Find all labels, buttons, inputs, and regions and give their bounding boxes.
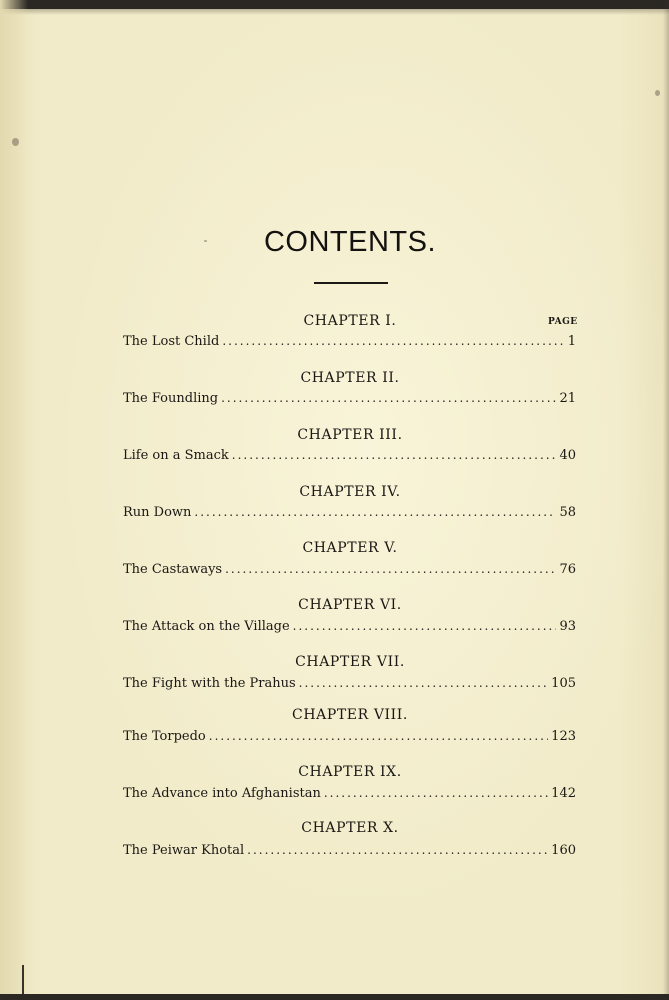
dot-leader [232,448,557,462]
toc-entry[interactable] [123,729,576,747]
chapter-heading: CHAPTER VIII. [292,707,408,723]
dot-leader [247,843,548,857]
dot-leader [299,676,549,690]
chapter-heading: CHAPTER III. [297,427,403,443]
dot-leader [222,334,564,348]
chapter-heading: CHAPTER IX. [298,764,402,780]
dot-leader [209,729,548,743]
toc-entry[interactable] [123,505,576,523]
chapter-heading: CHAPTER IV. [299,484,401,500]
toc-entry-title: The Fight with the Prahus [123,676,296,691]
toc-entry-page: 40 [559,448,576,463]
toc-entry-page: 76 [559,562,576,577]
page-column-header: PAGE [548,317,578,327]
toc-entry-title: Run Down [123,505,192,520]
page-top-edge [0,0,669,9]
dot-leader [225,562,556,576]
page-gutter-shading [0,0,28,1000]
toc-entry-title: The Castaways [123,562,223,577]
chapter-heading: CHAPTER II. [300,370,400,386]
chapter-heading: CHAPTER V. [302,540,398,556]
title-rule [314,282,388,284]
toc-entry[interactable] [123,448,576,466]
toc-entry[interactable] [123,619,576,637]
paper-speck [655,90,660,96]
chapter-heading: CHAPTER VII. [295,654,405,670]
toc-entry-title: The Foundling [123,391,219,406]
toc-entry[interactable] [123,843,576,861]
chapter-heading: CHAPTER I. [303,313,397,329]
page-bottom-edge [0,994,669,1000]
toc-entry-page: 123 [551,729,576,744]
toc-entry-page: 93 [559,619,576,634]
toc-entry-page: 1 [567,334,576,349]
page-right-shadow [663,0,669,1000]
dot-leader [194,505,556,519]
paper-speck [12,138,19,146]
toc-entry-title: The Peiwar Khotal [123,843,245,858]
binding-line [22,965,24,997]
toc-entry[interactable] [123,786,576,804]
page-top-shadow [0,9,669,15]
toc-entry[interactable] [123,676,576,694]
toc-entry-title: The Advance into Afghanistan [123,786,321,801]
toc-entry-page: 160 [551,843,576,858]
toc-entry[interactable] [123,334,576,352]
toc-entry-page: 21 [559,391,576,406]
chapter-heading: CHAPTER VI. [298,597,402,613]
dot-leader [324,786,548,800]
page-title: CONTENTS. [263,226,437,258]
dot-leader [221,391,556,405]
toc-entry-title: Life on a Smack [123,448,229,463]
toc-entry[interactable] [123,391,576,409]
toc-entry-title: The Lost Child [123,334,220,349]
toc-entry-title: The Torpedo [123,729,206,744]
dot-leader [293,619,557,633]
toc-entry-title: The Attack on the Village [123,619,290,634]
chapter-heading: CHAPTER X. [301,820,399,836]
toc-entry-page: 58 [559,505,576,520]
toc-entry-page: 105 [551,676,576,691]
toc-entry[interactable] [123,562,576,580]
toc-entry-page: 142 [551,786,576,801]
